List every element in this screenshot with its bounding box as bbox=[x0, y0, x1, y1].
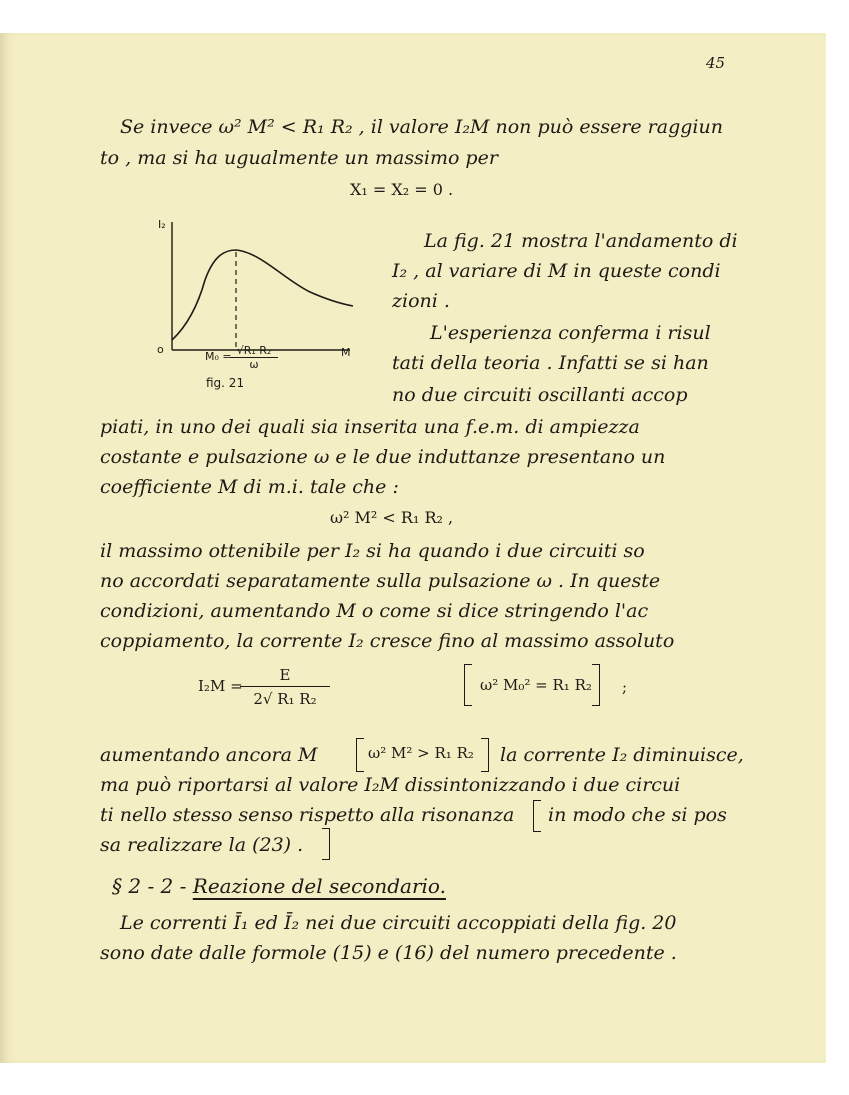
i2m-fraction bbox=[240, 666, 330, 708]
text-line: ti nello stesso senso rispetto alla risonanza bbox=[100, 804, 515, 826]
text-line: coefficiente M di m.i. tale che : bbox=[100, 476, 399, 498]
text-line: La fig. 21 mostra l'andamento di bbox=[424, 230, 738, 252]
i2m-denominator: 2√ R₁ R₂ bbox=[253, 690, 317, 708]
equation-x1-x2: X₁ = X₂ = 0 . bbox=[350, 180, 454, 199]
text-line: tati della teoria . Infatti se si han bbox=[392, 352, 709, 374]
text-line: in modo che si pos bbox=[548, 804, 727, 826]
text-line: costante e pulsazione ω e le due induttanze presentano un bbox=[100, 446, 666, 468]
text-line: condizioni, aumentando M o come si dice stringendo l'ac bbox=[100, 600, 649, 622]
text-line: Le correnti Ī₁ ed Ī₂ nei due circuiti accoppiati della fig. 20 bbox=[120, 912, 677, 934]
figure-caption: fig. 21 bbox=[206, 376, 245, 390]
m0-numerator: √R₁ R₂ bbox=[230, 344, 278, 358]
x-axis-label: M bbox=[341, 346, 351, 359]
i2m-lhs: I₂M = bbox=[198, 677, 243, 695]
text-line: sono date dalle formole (15) e (16) del numero precedente . bbox=[100, 942, 677, 964]
text-line: ma può riportarsi al valore I₂M dissintonizzando i due circui bbox=[100, 774, 681, 796]
section-number: § 2 - 2 - bbox=[112, 874, 187, 898]
text-line: I₂ , al variare di M in queste condi bbox=[392, 260, 721, 282]
bracket-left bbox=[533, 800, 541, 832]
text-line: aumentando ancora M bbox=[100, 744, 318, 766]
text-line: L'esperienza conferma i risul bbox=[430, 322, 711, 344]
text-line: no accordati separatamente sulla pulsazione ω . In queste bbox=[100, 570, 661, 592]
semicolon: ; bbox=[622, 678, 628, 696]
bracket-left bbox=[464, 664, 472, 706]
text-line: zioni . bbox=[392, 290, 450, 312]
response-curve bbox=[172, 250, 353, 340]
section-title: Reazione del secondario. bbox=[192, 874, 446, 898]
i2m-numerator: E bbox=[240, 666, 330, 687]
m0-label: M₀ = bbox=[205, 350, 232, 363]
section-heading bbox=[112, 874, 446, 898]
text-line: Se invece ω² M² < R₁ R₂ , il valore I₂M non può essere raggiun bbox=[120, 116, 723, 138]
origin-label: o bbox=[157, 343, 164, 356]
equation-condition: ω² M² < R₁ R₂ , bbox=[330, 508, 454, 527]
text-line: sa realizzare la (23) . bbox=[100, 834, 304, 856]
text-line: coppiamento, la corrente I₂ cresce fino al massimo assoluto bbox=[100, 630, 675, 652]
page-number: 45 bbox=[706, 54, 726, 72]
bracket-left bbox=[356, 738, 364, 772]
condition-max: ω² M₀² = R₁ R₂ bbox=[480, 676, 592, 694]
bracket-right bbox=[592, 664, 600, 706]
condition-increase: ω² M² > R₁ R₂ bbox=[368, 744, 474, 762]
text-line: to , ma si ha ugualmente un massimo per bbox=[100, 147, 498, 169]
text-line: no due circuiti oscillanti accop bbox=[392, 384, 688, 406]
text-line: piati, in uno dei quali sia inserita una f.e.m. di ampiezza bbox=[100, 416, 640, 438]
bracket-right bbox=[481, 738, 489, 772]
y-axis-label: I₂ bbox=[158, 218, 166, 231]
text-line: la corrente I₂ diminuisce, bbox=[500, 744, 744, 766]
m0-fraction bbox=[230, 344, 278, 371]
m0-denominator: ω bbox=[249, 358, 259, 371]
text-line: il massimo ottenibile per I₂ si ha quando i due circuiti so bbox=[100, 540, 645, 562]
bracket-right bbox=[322, 828, 330, 860]
